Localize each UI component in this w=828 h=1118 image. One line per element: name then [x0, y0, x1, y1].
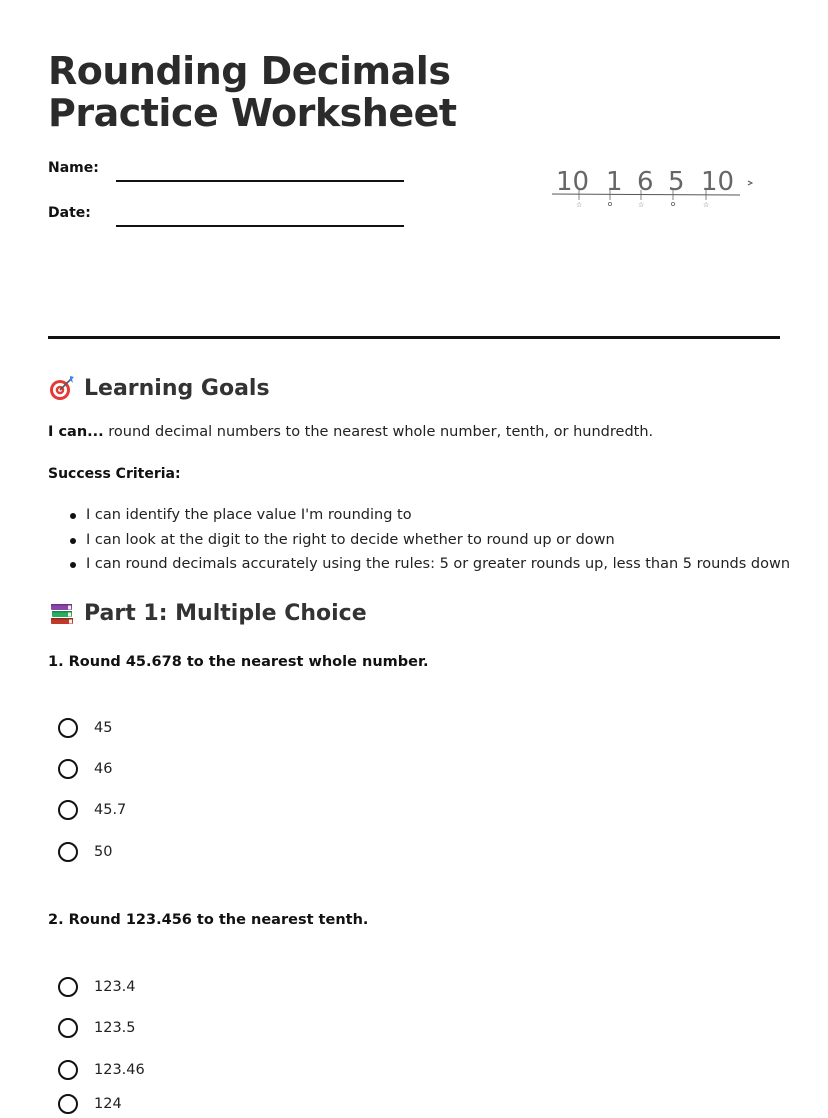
question-2-prompt: 2. Round 123.456 to the nearest tenth. — [48, 912, 369, 928]
books-icon — [48, 599, 76, 627]
option-2d[interactable] — [58, 1091, 122, 1117]
svg-text:☆: ☆ — [638, 201, 645, 209]
option-label: 123.5 — [94, 1020, 136, 1036]
i-can-prefix: I can... — [48, 424, 104, 440]
part1-heading — [48, 599, 367, 627]
number-line-doodle-icon — [548, 160, 758, 220]
success-criteria-label: Success Criteria: — [48, 466, 181, 482]
radio-button[interactable] — [58, 977, 78, 997]
learning-goals-heading — [48, 374, 270, 402]
title-line-2: Practice Worksheet — [48, 91, 457, 135]
option-1b[interactable] — [58, 756, 112, 782]
page-title — [48, 50, 457, 134]
number-line-label: 10 — [701, 167, 735, 197]
list-item: I can round decimals accurately using the rules: 5 or greater rounds up, less than 5 rounds down — [48, 554, 790, 579]
success-criteria-list — [48, 505, 790, 579]
option-2b[interactable] — [58, 1015, 136, 1041]
question-1-prompt: 1. Round 45.678 to the nearest whole number. — [48, 654, 429, 670]
section-divider — [48, 336, 780, 339]
list-item: I can look at the digit to the right to decide whether to round up or down — [48, 530, 790, 555]
option-1d[interactable] — [58, 839, 112, 865]
option-label: 45 — [94, 720, 113, 736]
option-label: 50 — [94, 844, 113, 860]
radio-button[interactable] — [58, 842, 78, 862]
option-label: 123.46 — [94, 1062, 145, 1078]
number-line-label: 5 — [668, 167, 685, 197]
number-line-label: 1 — [606, 167, 623, 197]
radio-button[interactable] — [58, 759, 78, 779]
name-field[interactable] — [116, 180, 404, 182]
option-1c[interactable] — [58, 797, 126, 823]
svg-text:☆: ☆ — [703, 201, 710, 209]
option-label: 46 — [94, 761, 113, 777]
list-item: I can identify the place value I'm rounding to — [48, 505, 790, 530]
option-1a[interactable] — [58, 715, 112, 741]
part1-title: Part 1: Multiple Choice — [84, 600, 367, 626]
name-label: Name: — [48, 160, 99, 176]
i-can-statement — [48, 424, 653, 440]
option-label: 123.4 — [94, 979, 136, 995]
svg-text:☆: ☆ — [576, 201, 583, 209]
target-icon — [48, 374, 76, 402]
date-label: Date: — [48, 205, 91, 221]
radio-button[interactable] — [58, 1060, 78, 1080]
radio-button[interactable] — [58, 1018, 78, 1038]
number-line-label: 10 — [556, 167, 590, 197]
option-2c[interactable] — [58, 1057, 145, 1083]
option-2a[interactable] — [58, 974, 136, 1000]
option-label: 124 — [94, 1096, 122, 1112]
title-line-1: Rounding Decimals — [48, 49, 451, 93]
radio-button[interactable] — [58, 800, 78, 820]
radio-button[interactable] — [58, 718, 78, 738]
date-field[interactable] — [116, 225, 404, 227]
number-line-label: 6 — [637, 167, 654, 197]
option-label: 45.7 — [94, 802, 127, 818]
radio-button[interactable] — [58, 1094, 78, 1114]
i-can-text: round decimal numbers to the nearest whole number, tenth, or hundredth. — [103, 424, 654, 440]
learning-goals-title: Learning Goals — [84, 375, 270, 401]
